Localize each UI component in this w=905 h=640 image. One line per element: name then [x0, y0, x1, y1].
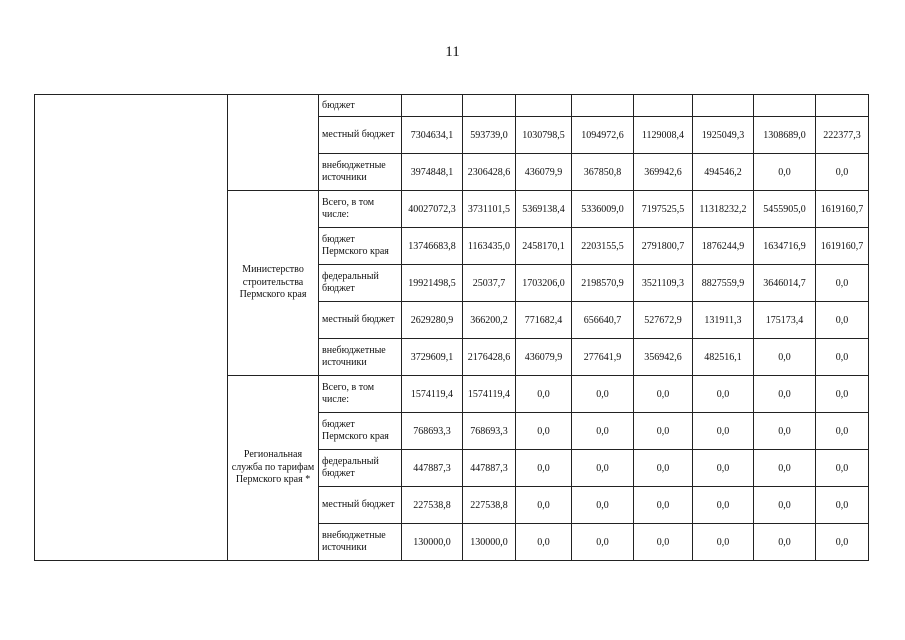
value-cell: 2306428,6: [463, 154, 516, 191]
value-cell: 0,0: [754, 450, 816, 487]
value-cell: 2458170,1: [516, 228, 572, 265]
funding-source-cell: внебюджетные источники: [319, 154, 402, 191]
value-cell: 1308689,0: [754, 117, 816, 154]
value-cell: 0,0: [634, 413, 693, 450]
value-cell: 0,0: [693, 487, 754, 524]
value-cell: 0,0: [693, 450, 754, 487]
value-cell: 19921498,5: [402, 265, 463, 302]
value-cell: 436079,9: [516, 154, 572, 191]
value-cell: 227538,8: [463, 487, 516, 524]
value-cell: 593739,0: [463, 117, 516, 154]
value-cell: 2203155,5: [572, 228, 634, 265]
value-cell: 0,0: [634, 487, 693, 524]
value-cell: 0,0: [572, 376, 634, 413]
page-number: 11: [445, 44, 460, 60]
value-cell: 25037,7: [463, 265, 516, 302]
organization-cell: Министерство строительства Пермского края: [228, 191, 319, 376]
funding-source-cell: Всего, в том числе:: [319, 191, 402, 228]
value-cell: 0,0: [754, 487, 816, 524]
value-cell: 0,0: [693, 376, 754, 413]
value-cell: 0,0: [816, 154, 869, 191]
value-cell: 527672,9: [634, 302, 693, 339]
value-cell: 7197525,5: [634, 191, 693, 228]
value-cell: 2176428,6: [463, 339, 516, 376]
budget-table: [34, 94, 869, 561]
value-cell: 0,0: [516, 524, 572, 561]
value-cell: 0,0: [516, 450, 572, 487]
value-cell: [816, 95, 869, 117]
value-cell: 5369138,4: [516, 191, 572, 228]
value-cell: 3646014,7: [754, 265, 816, 302]
value-cell: [463, 95, 516, 117]
value-cell: 222377,3: [816, 117, 869, 154]
value-cell: 0,0: [516, 376, 572, 413]
value-cell: 1619160,7: [816, 191, 869, 228]
value-cell: 0,0: [634, 524, 693, 561]
value-cell: 482516,1: [693, 339, 754, 376]
value-cell: 1574119,4: [463, 376, 516, 413]
value-cell: 1030798,5: [516, 117, 572, 154]
value-cell: 771682,4: [516, 302, 572, 339]
value-cell: [634, 95, 693, 117]
value-cell: 494546,2: [693, 154, 754, 191]
funding-source-cell: бюджет Пермского края: [319, 228, 402, 265]
funding-source-cell: местный бюджет: [319, 487, 402, 524]
value-cell: 0,0: [572, 524, 634, 561]
value-cell: 0,0: [816, 487, 869, 524]
value-cell: [754, 95, 816, 117]
funding-source-cell: внебюджетные источники: [319, 339, 402, 376]
value-cell: 656640,7: [572, 302, 634, 339]
value-cell: 2198570,9: [572, 265, 634, 302]
value-cell: 0,0: [816, 450, 869, 487]
value-cell: 436079,9: [516, 339, 572, 376]
value-cell: 0,0: [516, 413, 572, 450]
funding-source-cell: местный бюджет: [319, 302, 402, 339]
value-cell: 2791800,7: [634, 228, 693, 265]
value-cell: 0,0: [693, 524, 754, 561]
value-cell: 0,0: [754, 524, 816, 561]
value-cell: 0,0: [816, 524, 869, 561]
value-cell: 0,0: [634, 376, 693, 413]
value-cell: 131911,3: [693, 302, 754, 339]
value-cell: 0,0: [816, 413, 869, 450]
value-cell: 0,0: [572, 413, 634, 450]
value-cell: 0,0: [572, 450, 634, 487]
value-cell: 0,0: [634, 450, 693, 487]
value-cell: 1619160,7: [816, 228, 869, 265]
funding-source-cell: бюджет Пермского края: [319, 413, 402, 450]
value-cell: 447887,3: [402, 450, 463, 487]
value-cell: 7304634,1: [402, 117, 463, 154]
value-cell: 1163435,0: [463, 228, 516, 265]
value-cell: 367850,8: [572, 154, 634, 191]
value-cell: [402, 95, 463, 117]
value-cell: 5455905,0: [754, 191, 816, 228]
value-cell: 3731101,5: [463, 191, 516, 228]
value-cell: 1703206,0: [516, 265, 572, 302]
value-cell: 130000,0: [463, 524, 516, 561]
value-cell: 369942,6: [634, 154, 693, 191]
value-cell: 1094972,6: [572, 117, 634, 154]
value-cell: 0,0: [516, 487, 572, 524]
value-cell: 1925049,3: [693, 117, 754, 154]
value-cell: 3521109,3: [634, 265, 693, 302]
value-cell: [693, 95, 754, 117]
table-row: [35, 95, 869, 117]
value-cell: 130000,0: [402, 524, 463, 561]
value-cell: 5336009,0: [572, 191, 634, 228]
value-cell: 13746683,8: [402, 228, 463, 265]
funding-source-cell: внебюджетные источники: [319, 524, 402, 561]
value-cell: 366200,2: [463, 302, 516, 339]
value-cell: 2629280,9: [402, 302, 463, 339]
value-cell: [516, 95, 572, 117]
value-cell: 768693,3: [463, 413, 516, 450]
value-cell: 768693,3: [402, 413, 463, 450]
value-cell: 0,0: [754, 413, 816, 450]
organization-cell: Региональная служба по тарифам Пермского края *: [228, 376, 319, 561]
value-cell: 0,0: [816, 302, 869, 339]
table-body: [35, 95, 869, 561]
value-cell: 3974848,1: [402, 154, 463, 191]
organization-cell: [228, 95, 319, 191]
value-cell: 8827559,9: [693, 265, 754, 302]
value-cell: 175173,4: [754, 302, 816, 339]
value-cell: 0,0: [816, 376, 869, 413]
value-cell: [572, 95, 634, 117]
value-cell: 0,0: [572, 487, 634, 524]
value-cell: 1129008,4: [634, 117, 693, 154]
value-cell: 447887,3: [463, 450, 516, 487]
value-cell: 1634716,9: [754, 228, 816, 265]
value-cell: 0,0: [754, 339, 816, 376]
funding-source-cell: Всего, в том числе:: [319, 376, 402, 413]
value-cell: 40027072,3: [402, 191, 463, 228]
value-cell: 3729609,1: [402, 339, 463, 376]
value-cell: 277641,9: [572, 339, 634, 376]
funding-source-cell: местный бюджет: [319, 117, 402, 154]
funding-source-cell: федеральный бюджет: [319, 450, 402, 487]
value-cell: 0,0: [693, 413, 754, 450]
value-cell: 1876244,9: [693, 228, 754, 265]
value-cell: 0,0: [754, 376, 816, 413]
value-cell: 0,0: [754, 154, 816, 191]
value-cell: 0,0: [816, 339, 869, 376]
value-cell: 227538,8: [402, 487, 463, 524]
value-cell: 0,0: [816, 265, 869, 302]
value-cell: 356942,6: [634, 339, 693, 376]
funding-source-cell: федеральный бюджет: [319, 265, 402, 302]
value-cell: 1574119,4: [402, 376, 463, 413]
value-cell: 11318232,2: [693, 191, 754, 228]
blank-column-cell: [35, 95, 228, 561]
funding-source-cell: бюджет: [319, 95, 402, 117]
